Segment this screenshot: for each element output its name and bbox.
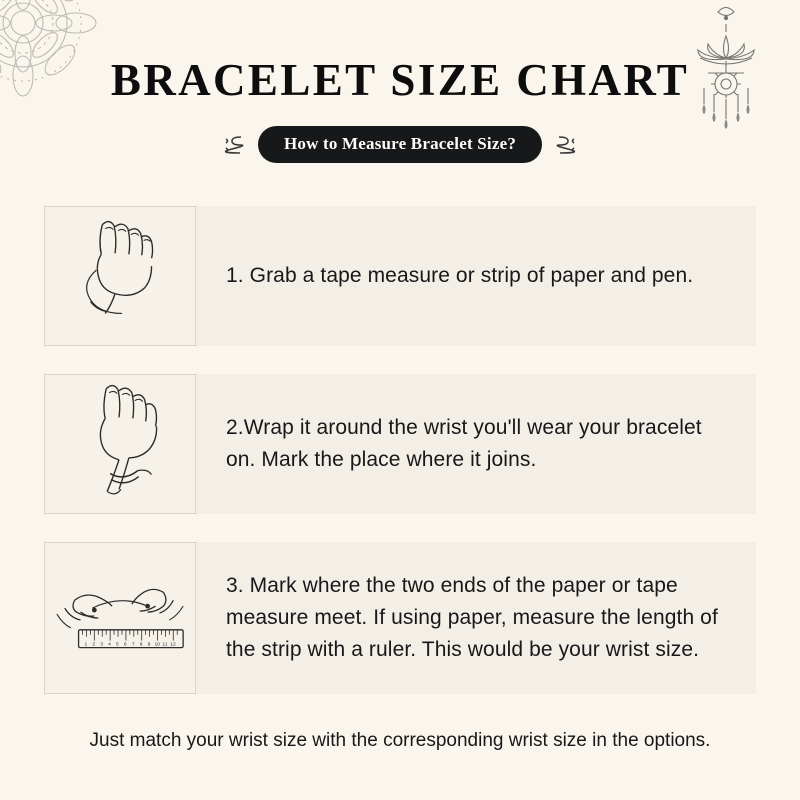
step-text xyxy=(196,206,756,346)
step-1-text: 1. Grab a tape measure or strip of paper and pen. xyxy=(226,264,694,288)
list-item xyxy=(44,206,756,346)
hands-measuring-strip-with-ruler-icon xyxy=(44,542,196,694)
subtitle-pill: How to Measure Bracelet Size? xyxy=(258,126,542,163)
list-item xyxy=(44,374,756,514)
step-text xyxy=(196,374,756,514)
step-3-text: 3. Mark where the two ends of the paper or tape measure meet. If using paper, measure the length of the strip with a ruler. This would be your wrist size. xyxy=(226,574,718,661)
svg-text:6: 6 xyxy=(123,642,127,648)
step-text xyxy=(196,542,756,694)
svg-text:8: 8 xyxy=(139,642,143,648)
footnote: Just match your wrist size with the corresponding wrist size in the options. xyxy=(89,730,711,751)
steps-list xyxy=(0,206,800,722)
swirl-flourish-icon xyxy=(220,132,246,158)
svg-text:4: 4 xyxy=(108,642,111,648)
page-title: BRACELET SIZE CHART xyxy=(110,55,690,105)
list-item xyxy=(44,542,756,694)
svg-text:9: 9 xyxy=(147,642,151,648)
hand-wrist-wrapped-tape-icon xyxy=(44,374,196,514)
subtitle-row xyxy=(0,126,800,163)
svg-text:11: 11 xyxy=(162,642,168,648)
hand-holding-tape-measure-icon xyxy=(44,206,196,346)
svg-text:5: 5 xyxy=(116,642,119,648)
svg-text:2: 2 xyxy=(92,642,96,648)
svg-text:3: 3 xyxy=(100,642,104,648)
svg-text:7: 7 xyxy=(131,642,135,648)
svg-text:1: 1 xyxy=(84,642,88,648)
svg-text:12: 12 xyxy=(170,642,176,648)
swirl-flourish-icon xyxy=(554,132,580,158)
step-2-text: 2.Wrap it around the wrist you'll wear your bracelet on. Mark the place where it joins. xyxy=(226,416,702,471)
svg-text:10: 10 xyxy=(154,642,161,648)
